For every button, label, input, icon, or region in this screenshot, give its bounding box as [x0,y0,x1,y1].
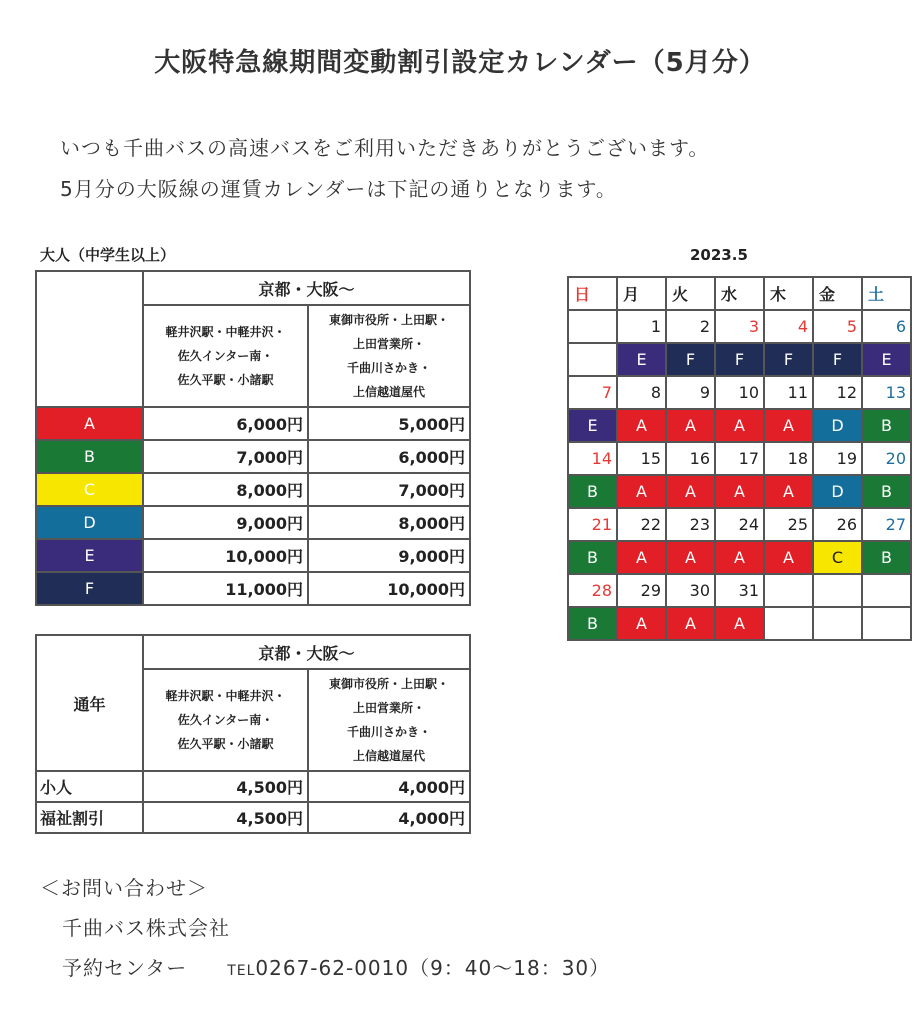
intro-line-2: 5月分の大阪線の運賃カレンダーは下記の通りとなります。 [60,177,617,201]
fare-code-cell [764,607,813,640]
fare-code-cell: A [617,409,666,442]
fare-code-cell: E [568,409,617,442]
fare-code-cell: B [568,475,617,508]
fare-code-row [568,607,911,640]
fare-row [36,473,470,506]
fare-price-group-1: 6,000円 [143,407,308,440]
annual-label: 通年 [36,635,143,771]
calendar-title: 2023.5 [690,246,748,264]
reservation-center-label: 予約センター [62,956,188,980]
date-cell: 23 [666,508,715,541]
date-cell: 28 [568,574,617,607]
date-cell: 11 [764,376,813,409]
fare-code-cell: B [862,475,911,508]
fare-code-cell [862,607,911,640]
weekday-cell: 土 [862,277,911,310]
fare-code-row [568,475,911,508]
annual-row [36,802,470,833]
fare-calendar [567,276,912,641]
fare-code: C [36,473,143,506]
fare-code-cell: E [862,343,911,376]
annual-price-group-1: 4,500円 [143,802,308,833]
fare-code-cell: A [666,409,715,442]
weekday-cell: 金 [813,277,862,310]
fare-code-cell: A [764,475,813,508]
fare-price-group-2: 10,000円 [308,572,470,605]
date-cell: 19 [813,442,862,475]
annual-price-group-2: 4,000円 [308,802,470,833]
annual-price-group-2: 4,000円 [308,771,470,802]
fare-code-cell: A [666,607,715,640]
fare-price-group-2: 6,000円 [308,440,470,473]
annual-fare-table [35,634,471,834]
reservation-center [62,952,610,981]
date-cell [568,310,617,343]
fare-code-row [568,343,911,376]
fare-code: F [36,572,143,605]
fare-code-cell: A [617,607,666,640]
annual-price-group-1: 4,500円 [143,771,308,802]
weekday-row [568,277,911,310]
date-cell: 29 [617,574,666,607]
route-header: 京都・大阪〜 [143,271,470,305]
tel-mark: TEL [227,963,256,979]
fare-code-cell: A [715,409,764,442]
fare-code-cell: A [617,475,666,508]
fare-code: A [36,407,143,440]
fare-code-cell: B [568,541,617,574]
fare-code-cell: A [617,541,666,574]
fare-category: 小人 [36,771,143,802]
fare-code-cell: F [764,343,813,376]
fare-code-cell: A [764,541,813,574]
fare-price-group-2: 5,000円 [308,407,470,440]
date-row [568,574,911,607]
fare-price-group-1: 7,000円 [143,440,308,473]
weekday-cell: 水 [715,277,764,310]
date-cell: 18 [764,442,813,475]
date-cell: 9 [666,376,715,409]
weekday-cell: 月 [617,277,666,310]
fare-code-cell [813,607,862,640]
page-title: 大阪特急線期間変動割引設定カレンダー（5月分） [154,48,766,78]
fare-price-group-1: 11,000円 [143,572,308,605]
fare-code-cell [568,343,617,376]
date-cell [813,574,862,607]
date-row [568,442,911,475]
date-cell: 2 [666,310,715,343]
fare-price-group-1: 10,000円 [143,539,308,572]
fare-code: B [36,440,143,473]
fare-code-cell: C [813,541,862,574]
annual-route-header: 京都・大阪〜 [143,635,470,669]
date-cell: 14 [568,442,617,475]
date-cell [764,574,813,607]
date-cell: 4 [764,310,813,343]
fare-category: 福祉割引 [36,802,143,833]
date-cell: 15 [617,442,666,475]
fare-code: E [36,539,143,572]
date-row [568,508,911,541]
fare-row [36,506,470,539]
date-cell: 1 [617,310,666,343]
weekday-cell: 日 [568,277,617,310]
fare-code-cell: F [715,343,764,376]
fare-row [36,572,470,605]
date-cell: 5 [813,310,862,343]
fare-code-cell: F [666,343,715,376]
fare-code-cell: B [568,607,617,640]
intro-line-1: いつも千曲バスの高速バスをご利用いただきありがとうございます。 [60,136,710,160]
date-row [568,310,911,343]
weekday-cell: 火 [666,277,715,310]
date-row [568,376,911,409]
fare-code-row [568,409,911,442]
date-cell: 21 [568,508,617,541]
date-cell: 3 [715,310,764,343]
fare-code-cell: A [666,541,715,574]
date-cell: 24 [715,508,764,541]
fare-code-cell: A [715,607,764,640]
fare-code-cell: A [715,475,764,508]
fare-price-group-1: 9,000円 [143,506,308,539]
fare-code-row [568,541,911,574]
fare-code-cell: E [617,343,666,376]
company-name: 千曲バス株式会社 [62,916,230,940]
date-cell: 6 [862,310,911,343]
date-cell: 12 [813,376,862,409]
stations-group-1: 軽井沢駅・中軽井沢・ 佐久インター南・ 佐久平駅・小諸駅 [143,305,308,407]
adult-section-label: 大人（中学生以上） [40,246,176,264]
weekday-cell: 木 [764,277,813,310]
fare-code-cell: D [813,409,862,442]
date-cell: 8 [617,376,666,409]
adult-fare-table [35,270,471,606]
fare-price-group-1: 8,000円 [143,473,308,506]
annual-stations-group-1: 軽井沢駅・中軽井沢・ 佐久インター南・ 佐久平駅・小諸駅 [143,669,308,771]
fare-code-cell: A [666,475,715,508]
date-cell: 16 [666,442,715,475]
date-cell: 30 [666,574,715,607]
date-cell: 10 [715,376,764,409]
annual-stations-group-2: 東御市役所・上田駅・ 上田営業所・ 千曲川さかき・ 上信越道屋代 [308,669,470,771]
stations-group-2: 東御市役所・上田駅・ 上田営業所・ 千曲川さかき・ 上信越道屋代 [308,305,470,407]
fare-code-cell: D [813,475,862,508]
fare-row [36,440,470,473]
date-cell: 25 [764,508,813,541]
fare-row [36,539,470,572]
date-cell: 31 [715,574,764,607]
fare-price-group-2: 7,000円 [308,473,470,506]
phone-number: TEL0267-62-0010（9：40〜18：30） [227,956,611,980]
fare-price-group-2: 9,000円 [308,539,470,572]
date-cell [862,574,911,607]
contact-heading: ＜お問い合わせ＞ [40,876,208,900]
fare-row [36,407,470,440]
fare-code-cell: F [813,343,862,376]
fare-code: D [36,506,143,539]
date-cell: 7 [568,376,617,409]
fare-code-cell: A [715,541,764,574]
fare-code-cell: A [764,409,813,442]
fare-table-corner [36,271,143,407]
date-cell: 27 [862,508,911,541]
date-cell: 17 [715,442,764,475]
date-cell: 26 [813,508,862,541]
date-cell: 22 [617,508,666,541]
fare-code-cell: B [862,541,911,574]
date-cell: 13 [862,376,911,409]
fare-code-cell: B [862,409,911,442]
date-cell: 20 [862,442,911,475]
fare-price-group-2: 8,000円 [308,506,470,539]
annual-row [36,771,470,802]
